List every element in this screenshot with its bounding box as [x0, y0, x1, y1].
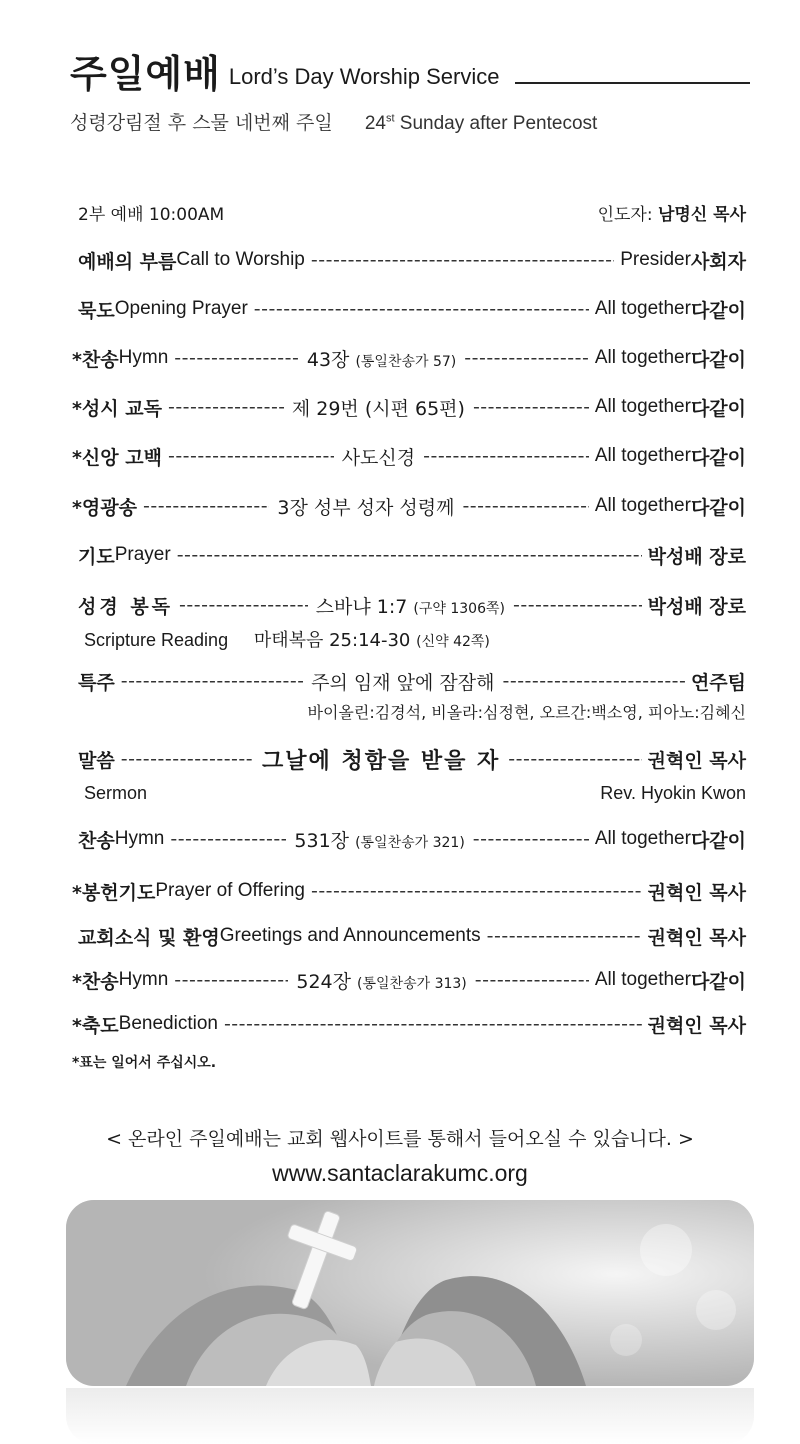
preacher-en: Rev. Hyokin Kwon	[600, 783, 746, 803]
role-ko: 권혁인 목사	[647, 881, 746, 904]
dash-leader	[177, 544, 642, 566]
dash-leader	[513, 594, 642, 616]
dash-leader	[473, 396, 589, 418]
dash-leader	[174, 969, 288, 991]
service-time-row	[78, 198, 746, 226]
hymn-number-text: 43장	[306, 348, 356, 371]
dash-leader	[487, 925, 642, 947]
scripture-en: Scripture Reading	[84, 630, 229, 650]
photo-reflection	[66, 1388, 754, 1444]
item-hymn-3	[72, 966, 746, 994]
subtitle	[70, 108, 597, 135]
leader-label: 인도자:	[597, 204, 658, 225]
page-header	[70, 52, 750, 96]
scripture-sub	[84, 626, 490, 652]
dash-leader	[508, 748, 641, 770]
dash-leader	[143, 495, 269, 517]
dash-leader	[423, 445, 589, 467]
dash-leader	[473, 828, 589, 850]
leader-name: 남명신 목사	[657, 204, 746, 225]
hymn-number-text: 531장	[294, 829, 356, 852]
dash-leader	[179, 594, 308, 616]
item-ko: 찬송	[78, 829, 115, 852]
role-ko: 권혁인 목사	[647, 926, 746, 949]
item-ko: *축도	[72, 1014, 119, 1037]
service-time: 2부 예배 10:00AM	[78, 204, 225, 225]
item-en: Hymn	[114, 828, 165, 849]
role-ko: 다같이	[690, 348, 747, 371]
hymn-number-text: 524장	[296, 970, 358, 993]
dash-leader	[170, 828, 286, 850]
item-ko: *영광송	[72, 496, 137, 519]
subtitle-ordinal: st	[385, 112, 395, 125]
dash-leader	[121, 670, 303, 692]
dash-leader	[462, 495, 588, 517]
hymn-alt-number: (통일찬송가 313)	[357, 975, 467, 992]
item-en: Prayer	[114, 544, 171, 565]
item-hymn-1	[72, 344, 746, 372]
item-offering-prayer	[72, 877, 746, 905]
item-ko: *봉헌기도	[72, 881, 156, 904]
dash-leader	[464, 347, 589, 369]
item-hymn-2	[78, 825, 746, 853]
item-ko: 기도	[78, 545, 115, 568]
item-special-music	[78, 667, 746, 695]
role-en: Presider	[620, 249, 691, 270]
creed-name: 사도신경	[341, 446, 416, 469]
role-en: All together	[594, 396, 691, 417]
role-ko: 다같이	[690, 970, 747, 993]
role-ko: 다같이	[690, 496, 747, 519]
role-ko: 권혁인 목사	[647, 1014, 746, 1037]
item-responsive-reading	[72, 393, 746, 421]
dash-leader	[121, 748, 254, 770]
role-ko: 다같이	[690, 299, 746, 322]
role-ko: 다같이	[690, 397, 747, 420]
sermon-title: 그날에 청함을 받을 자	[262, 748, 501, 774]
item-ko: 성경 봉독	[78, 595, 174, 618]
role-ko: 권혁인 목사	[647, 749, 747, 772]
item-en: Hymn	[118, 969, 169, 990]
subtitle-korean: 성령강림절 후 스물 네번째 주일	[70, 112, 333, 134]
scripture-ref	[314, 592, 507, 619]
item-prayer	[78, 541, 746, 569]
item-opening-prayer	[78, 295, 746, 323]
leader	[598, 200, 746, 225]
role-en: All together	[594, 969, 691, 990]
dash-leader	[174, 347, 299, 369]
hymn-number	[292, 826, 466, 853]
role-ko: 연주팀	[690, 671, 746, 694]
title-korean: 주일예배	[70, 52, 221, 96]
dash-leader	[475, 969, 589, 991]
sermon-en: Sermon	[84, 783, 148, 803]
item-ko: 말씀	[78, 749, 115, 772]
scripture-page: (구약 1306쪽)	[413, 600, 505, 617]
subtitle-rest: Sunday after Pentecost	[394, 113, 598, 134]
scripture-ref-text: 스바냐 1:7	[315, 595, 414, 618]
item-creed	[72, 442, 746, 470]
hymn-alt-number: (통일찬송가 57)	[355, 353, 457, 370]
item-ko: *찬송	[72, 348, 119, 371]
dash-leader	[311, 249, 614, 271]
hands-cross-illustration	[66, 1200, 754, 1386]
item-ko: *신앙 고백	[72, 446, 162, 469]
role-en: All together	[594, 495, 691, 516]
item-ko: 묵도	[78, 299, 115, 322]
item-announcements	[78, 922, 746, 950]
hymn-alt-number: (통일찬송가 321)	[355, 834, 465, 851]
item-scripture	[78, 591, 746, 619]
role-en: All together	[594, 347, 691, 368]
role-en: All together	[594, 445, 691, 466]
role-ko: 사회자	[690, 250, 746, 273]
scripture-nt-ref: 마태복음 25:14-30	[253, 630, 417, 651]
item-ko: 교회소식 및 환영	[78, 926, 220, 949]
item-ko: 특주	[78, 671, 115, 694]
dash-leader	[311, 880, 642, 902]
item-ko: 예배의 부름	[78, 250, 177, 273]
gloria-name: 3장 성부 성자 성령께	[277, 496, 455, 519]
title-rule	[515, 82, 750, 84]
item-ko: *찬송	[72, 970, 119, 993]
role-ko: 박성배 장로	[647, 595, 747, 618]
reading-number: 제 29번 (시편 65편)	[291, 397, 465, 420]
item-gloria	[72, 492, 746, 520]
standing-note: *표는 일어서 주십시오.	[72, 1055, 217, 1071]
subtitle-number: 24	[364, 113, 386, 134]
church-url[interactable]: www.santaclarakumc.org	[272, 1160, 528, 1186]
role-ko: 박성배 장로	[647, 545, 746, 568]
item-en: Prayer of Offering	[155, 880, 305, 901]
item-sermon	[78, 744, 746, 774]
hymn-number	[305, 345, 458, 372]
hymn-number	[294, 967, 468, 994]
dash-leader	[168, 396, 284, 418]
role-ko: 다같이	[690, 446, 747, 469]
hands-cross-photo	[66, 1200, 754, 1386]
item-call-to-worship	[78, 246, 746, 274]
dash-leader	[224, 1013, 642, 1035]
performers: 바이올린:김경석, 비올라:심정현, 오르간:백소영, 피아노:김혜신	[307, 703, 746, 722]
subtitle-english	[365, 113, 598, 134]
item-en: Opening Prayer	[114, 298, 248, 319]
dash-leader	[254, 298, 589, 320]
role-ko: 다같이	[690, 829, 747, 852]
item-en: Hymn	[118, 347, 169, 368]
item-en: Benediction	[118, 1013, 218, 1034]
item-benediction	[72, 1010, 746, 1038]
online-worship-notice: < 온라인 주일예배는 교회 웹사이트를 통해서 들어오실 수 있습니다. >	[106, 1128, 694, 1150]
scripture-nt-page: (신약 42쪽)	[416, 634, 490, 650]
item-ko: *성시 교독	[72, 397, 162, 420]
dash-leader	[502, 670, 684, 692]
item-en: Call to Worship	[176, 249, 305, 270]
role-en: All together	[594, 298, 691, 319]
music-title: 주의 임재 앞에 잠잠해	[311, 671, 495, 694]
dash-leader	[168, 445, 334, 467]
item-en: Greetings and Announcements	[219, 925, 481, 946]
role-en: All together	[594, 828, 691, 849]
title-english: Lord’s Day Worship Service	[228, 64, 500, 89]
